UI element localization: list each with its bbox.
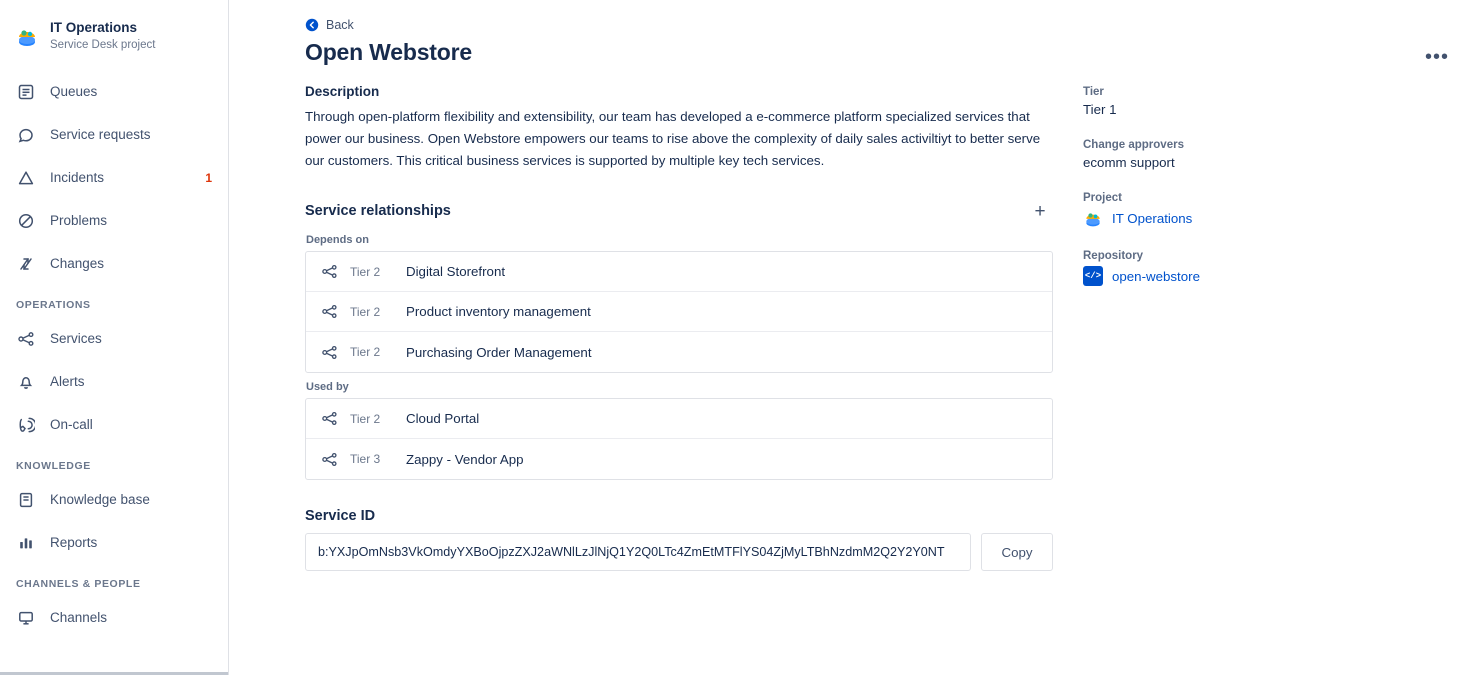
sidebar-item-on-call[interactable] bbox=[0, 403, 228, 446]
sidebar-item-label: Problems bbox=[50, 213, 108, 229]
changes-icon bbox=[16, 254, 36, 274]
used-by-list bbox=[305, 398, 1053, 480]
services-node-icon bbox=[16, 329, 36, 349]
main-content bbox=[229, 0, 1482, 675]
copy-button[interactable]: Copy bbox=[981, 533, 1053, 571]
description-label: Description bbox=[305, 84, 380, 99]
sidebar-item-badge: 1 bbox=[205, 170, 212, 185]
page-title: Open Webstore bbox=[305, 39, 472, 65]
sidebar-item-problems[interactable] bbox=[0, 199, 228, 242]
sidebar-item-label: On-call bbox=[50, 417, 93, 433]
description-text: Through open-platform flexibility and extensibility, our team has developed a e-commerce platform specialized services that power our business. Open Webstore empowers our teams to rise above the complexity of daily sales activiltiyt to better serve our customers. This critical business services is supported by multiple key tech services. bbox=[305, 109, 1041, 168]
queues-icon bbox=[16, 82, 36, 102]
sidebar-item-alerts[interactable] bbox=[0, 360, 228, 403]
services-node-icon bbox=[320, 303, 338, 321]
relationship-tier: Tier 2 bbox=[350, 264, 381, 279]
relationship-name: Purchasing Order Management bbox=[406, 344, 592, 360]
tier-label: Tier bbox=[1083, 86, 1104, 98]
service-relationships-header bbox=[305, 198, 1053, 224]
sidebar-item-label: Incidents bbox=[50, 170, 105, 186]
warning-triangle-icon bbox=[16, 168, 36, 188]
relationship-tier: Tier 2 bbox=[350, 304, 381, 319]
sidebar-item-queues[interactable] bbox=[0, 70, 228, 113]
project-link-row[interactable] bbox=[1083, 208, 1343, 228]
sidebar-item-service-requests[interactable] bbox=[0, 113, 228, 156]
main-inner bbox=[229, 18, 1482, 571]
project-subtitle: Service Desk project bbox=[50, 38, 156, 51]
relationship-name: Zappy - Vendor App bbox=[406, 451, 524, 467]
back-button[interactable] bbox=[305, 18, 354, 32]
add-relationship-button[interactable]: + bbox=[1034, 200, 1046, 222]
list-item[interactable] bbox=[306, 439, 1052, 479]
sidebar-item-label: Channels bbox=[50, 610, 108, 626]
project-text bbox=[50, 20, 155, 52]
change-approvers-label: Change approvers bbox=[1083, 139, 1184, 151]
sidebar-item-label: Services bbox=[50, 331, 102, 347]
used-by-label: Used by bbox=[306, 381, 349, 393]
back-arrow-icon bbox=[305, 18, 319, 32]
repository-label: Repository bbox=[1083, 250, 1144, 262]
repository-link[interactable]: open-webstore bbox=[1112, 268, 1200, 284]
relationship-tier: Tier 3 bbox=[350, 452, 381, 466]
sidebar-item-label: Queues bbox=[50, 84, 98, 100]
service-id-label: Service ID bbox=[305, 508, 376, 524]
code-brackets-icon: </> bbox=[1083, 266, 1103, 286]
project-header[interactable] bbox=[0, 16, 228, 70]
project-link[interactable]: IT Operations bbox=[1112, 210, 1193, 226]
right-column bbox=[1083, 84, 1343, 571]
repository-link-row[interactable] bbox=[1083, 266, 1343, 286]
service-id-row bbox=[305, 533, 1053, 571]
sidebar-item-label: Service requests bbox=[50, 127, 151, 143]
relationship-tier: Tier 2 bbox=[350, 345, 381, 359]
sidebar-section-channels-people: CHANNELS & PEOPLE bbox=[16, 578, 141, 591]
more-actions-button[interactable]: ••• bbox=[1424, 46, 1449, 68]
relationship-name: Product inventory management bbox=[406, 304, 591, 319]
bell-icon bbox=[16, 372, 36, 392]
tier-value: Tier 1 bbox=[1083, 102, 1117, 117]
book-icon bbox=[16, 490, 36, 510]
chat-icon bbox=[16, 125, 36, 145]
project-avatar-icon bbox=[1083, 208, 1103, 228]
relationship-tier: Tier 2 bbox=[350, 411, 381, 426]
sidebar-item-changes[interactable] bbox=[0, 242, 228, 285]
project-avatar-icon bbox=[14, 23, 40, 49]
service-relationships-title: Service relationships bbox=[305, 203, 451, 219]
list-item[interactable] bbox=[306, 252, 1052, 292]
project-name: IT Operations bbox=[50, 20, 138, 35]
sidebar-section-operations: OPERATIONS bbox=[16, 299, 91, 312]
monitor-icon bbox=[16, 608, 36, 628]
back-label: Back bbox=[326, 18, 354, 32]
service-id-value[interactable]: b:YXJpOmNsb3VkOmdyYXBoOjpzZXJ2aWNlLzJlNjQ1Y2Q0LTc4ZmEtMTFlYS04ZjMyLTBhNzdmM2Q2Y2Y0NT bbox=[305, 533, 971, 571]
problem-circle-icon bbox=[16, 211, 36, 231]
sidebar-item-label: Changes bbox=[50, 256, 105, 272]
on-call-icon bbox=[16, 415, 36, 435]
services-node-icon bbox=[320, 343, 338, 361]
list-item[interactable] bbox=[306, 399, 1052, 439]
sidebar bbox=[0, 0, 229, 675]
relationship-name: Digital Storefront bbox=[406, 264, 506, 279]
change-approvers-value: ecomm support bbox=[1083, 155, 1175, 170]
services-node-icon bbox=[320, 410, 338, 428]
bar-chart-icon bbox=[16, 533, 36, 553]
depends-on-label: Depends on bbox=[306, 234, 369, 246]
sidebar-item-channels[interactable] bbox=[0, 596, 228, 639]
content-columns bbox=[305, 84, 1452, 571]
sidebar-item-reports[interactable] bbox=[0, 521, 228, 564]
depends-on-list bbox=[305, 251, 1053, 373]
relationship-name: Cloud Portal bbox=[406, 411, 480, 426]
list-item[interactable] bbox=[306, 332, 1052, 372]
services-node-icon bbox=[320, 263, 338, 281]
left-column bbox=[305, 84, 1053, 571]
project-label: Project bbox=[1083, 192, 1122, 204]
services-node-icon bbox=[320, 450, 338, 468]
sidebar-item-label: Knowledge base bbox=[50, 492, 150, 508]
sidebar-item-knowledge-base[interactable] bbox=[0, 478, 228, 521]
sidebar-item-label: Alerts bbox=[50, 374, 85, 390]
sidebar-section-knowledge: KNOWLEDGE bbox=[16, 460, 91, 473]
sidebar-item-incidents[interactable] bbox=[0, 156, 228, 199]
sidebar-item-services[interactable] bbox=[0, 317, 228, 360]
sidebar-item-label: Reports bbox=[50, 535, 98, 551]
list-item[interactable] bbox=[306, 292, 1052, 332]
